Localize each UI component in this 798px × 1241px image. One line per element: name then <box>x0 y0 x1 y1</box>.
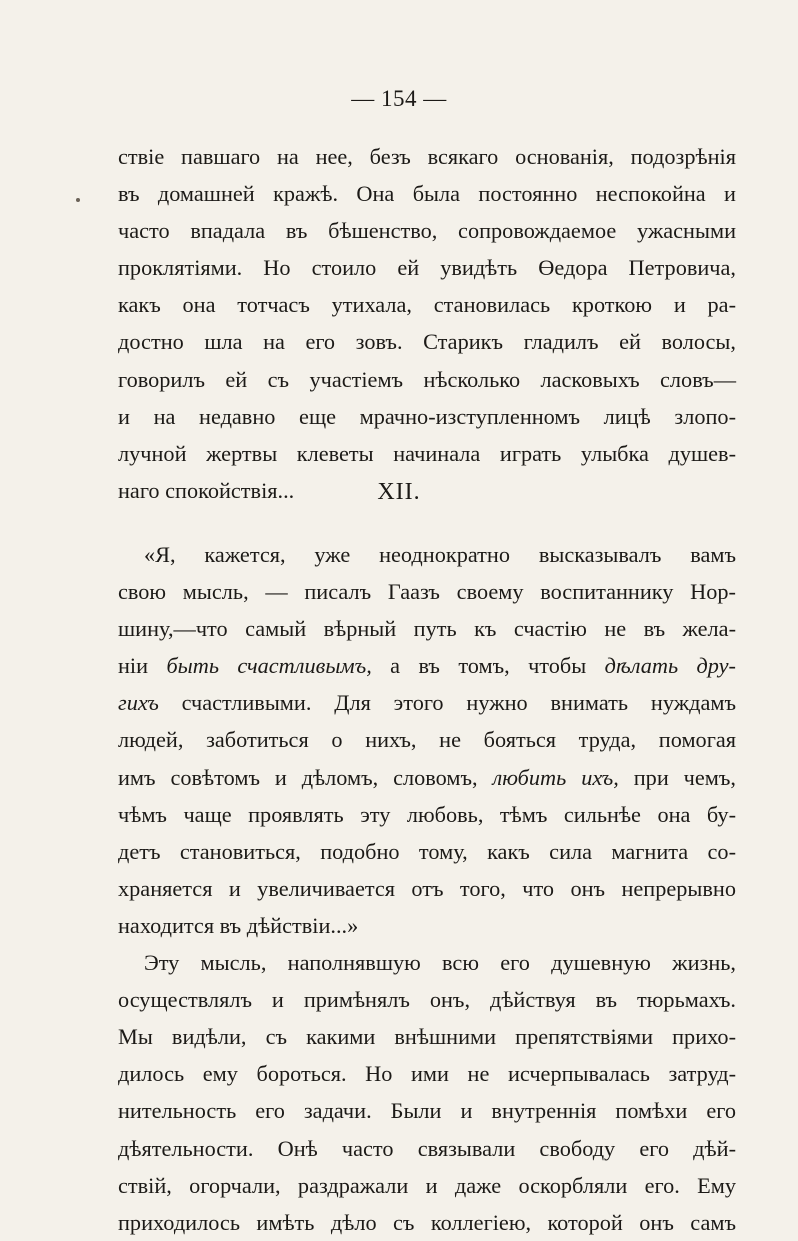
text-line: приходилось имѣть дѣло съ коллегіею, которой онъ самъ <box>118 1209 736 1235</box>
text-line: въ домашней кражѣ. Она была постоянно неспокойна и <box>118 181 736 207</box>
quote-line: чѣмъ чаще проявлять эту любовь, тѣмъ сильнѣе она бу- <box>118 801 736 827</box>
text-line: достно шла на его зовъ. Старикъ гладилъ ей волосы, <box>118 329 736 355</box>
text-line: лучной жертвы клеветы начинала играть улыбка душев- <box>118 440 736 466</box>
text-line: проклятіями. Но стоило ей увидѣть Өедора Петровича, <box>118 255 736 281</box>
text-line: какъ она тотчасъ утихала, становилась кроткою и ра- <box>118 292 736 318</box>
quote-line: «Я, кажется, уже неоднократно высказывалъ вамъ <box>144 542 736 567</box>
quote-fragment: имъ совѣтомъ и дѣломъ, словомъ, <box>118 764 493 790</box>
page-number: — 154 — <box>351 86 447 111</box>
text-line: говорилъ ей съ участіемъ нѣсколько ласковыхъ словъ— <box>118 366 736 392</box>
italic-emphasis: дѣлать дру- <box>604 653 736 679</box>
text-line: дилось ему бороться. Но ими не исчерпывалась затруд- <box>118 1061 736 1087</box>
print-speck <box>76 198 80 202</box>
quote-fragment: счастливыми. Для этого нужно внимать нуждамъ <box>158 690 736 716</box>
quote-line <box>118 647 736 684</box>
quote-line: детъ становиться, подобно тому, какъ сила магнита со- <box>118 838 736 864</box>
quote-line: свою мысль, — писалъ Гаазъ своему воспитаннику Нор- <box>118 579 736 605</box>
text-line: Эту мысль, наполнявшую всю его душевную жизнь, <box>144 950 736 976</box>
text-line: часто впадала въ бѣшенство, сопровождаемое ужасными <box>118 218 736 244</box>
text-line: наго спокойствія... <box>118 477 295 503</box>
quote-line: храняется и увеличивается отъ того, что онъ непрерывно <box>118 875 736 901</box>
text-line: ствіе павшаго на нее, безъ всякаго основанія, подозрѣнія <box>118 144 736 169</box>
quote-line: шину,—что самый вѣрный путь къ счастію не въ жела- <box>118 616 736 642</box>
text-line: и на недавно еще мрачно-изступленномъ лицѣ злопо- <box>118 403 736 429</box>
quote-fragment: при чемъ, <box>618 764 736 790</box>
italic-emphasis: любить ихъ, <box>492 764 619 790</box>
quote-fragment: ніи <box>118 653 167 679</box>
paragraph-2-and-3 <box>118 536 736 1241</box>
section-heading: XII. <box>377 479 421 505</box>
text-line: дѣятельности. Онѣ часто связывали свободу его дѣй- <box>118 1135 736 1161</box>
text-line: ствій, огорчали, раздражали и даже оскорбляли его. Ему <box>118 1172 736 1198</box>
text-line: Мы видѣли, съ какими внѣшними препятствіями прихо- <box>118 1024 736 1050</box>
quote-line <box>118 759 736 796</box>
text-line: нительность его задачи. Были и внутреннія помѣхи его <box>118 1098 736 1124</box>
italic-emphasis: гихъ <box>118 690 159 716</box>
quote-line: людей, заботиться о нихъ, не бояться труда, помогая <box>118 727 736 753</box>
quote-line <box>118 684 736 721</box>
quote-line: находится въ дѣйствіи...» <box>118 912 359 938</box>
text-line: осуществлялъ и примѣнялъ онъ, дѣйствуя въ тюрьмахъ. <box>118 987 736 1013</box>
paragraph-1 <box>118 138 736 509</box>
quote-fragment: а въ томъ, чтобы <box>371 653 605 679</box>
italic-emphasis: быть счастливымъ, <box>166 653 372 679</box>
